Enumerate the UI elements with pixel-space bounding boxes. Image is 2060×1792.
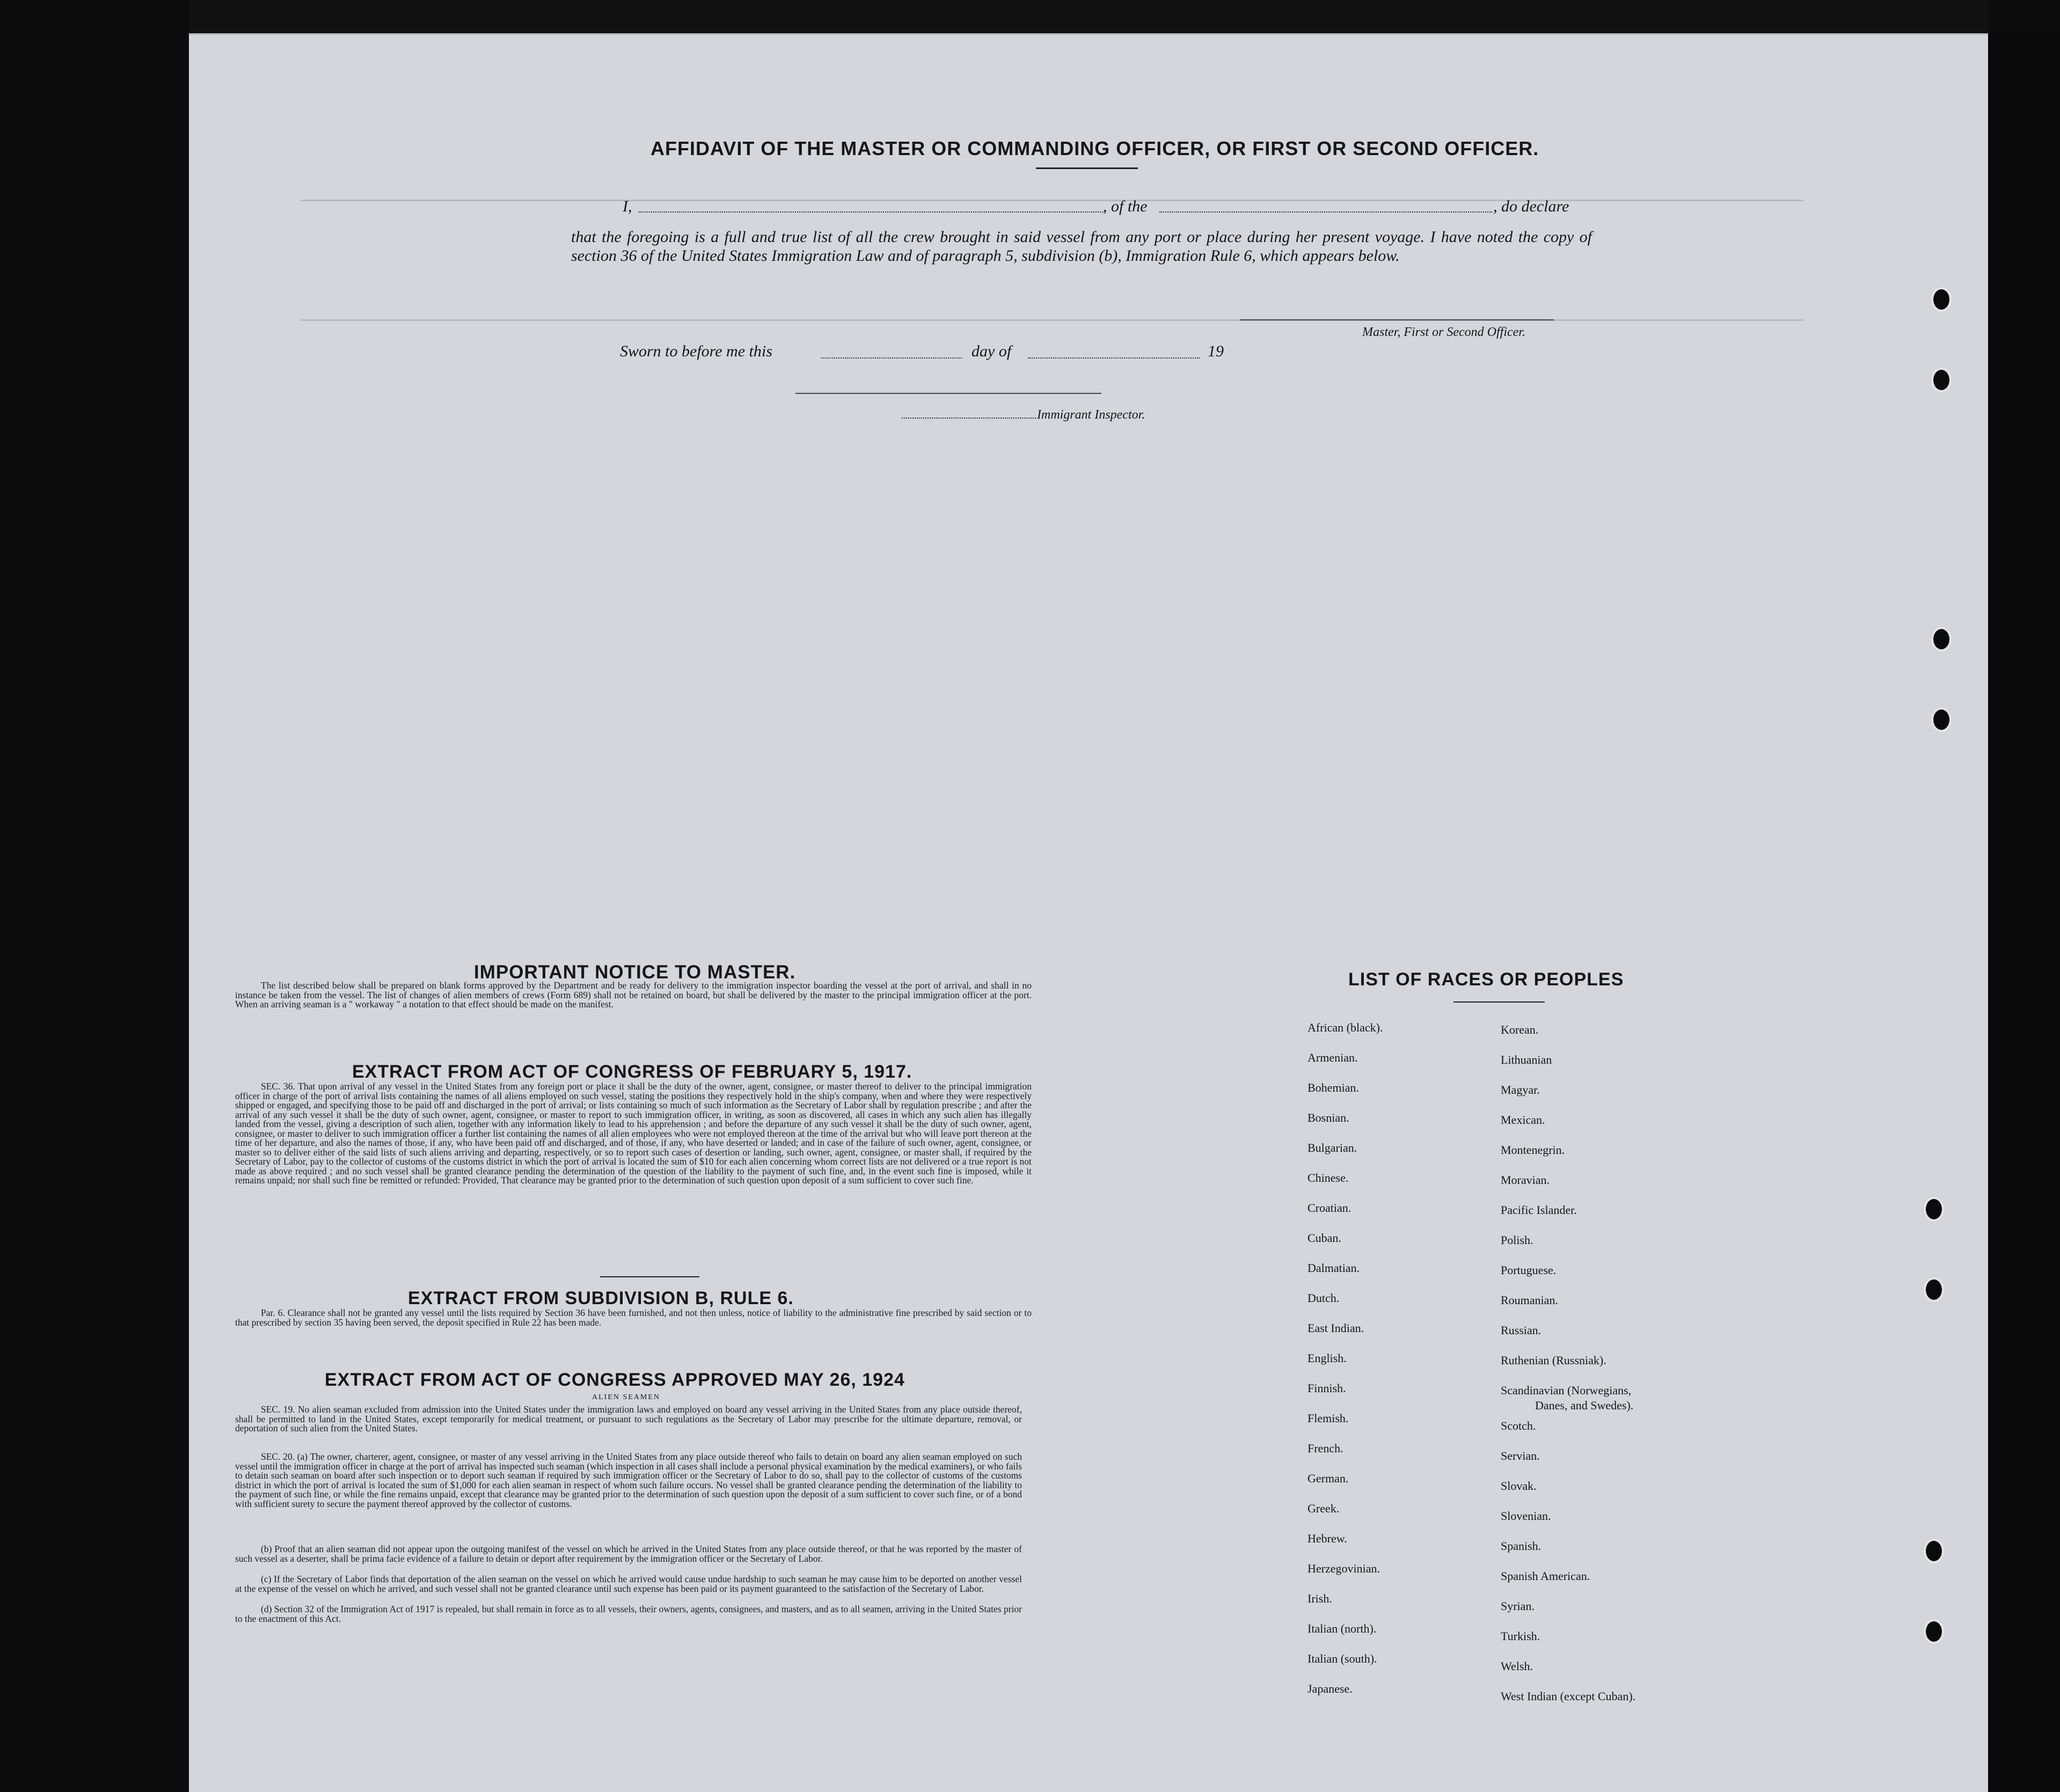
affidavit-title-rule xyxy=(1036,167,1138,169)
notice-title: IMPORTANT NOTICE TO MASTER. xyxy=(474,962,796,983)
race-entry: Roumanian. xyxy=(1501,1293,1558,1307)
race-entry: Russian. xyxy=(1501,1323,1542,1337)
affidavit-i: I, xyxy=(623,198,632,215)
race-entry: Mexican. xyxy=(1501,1113,1545,1127)
race-entry: Dalmatian. xyxy=(1307,1261,1360,1275)
race-entry: Japanese. xyxy=(1307,1682,1353,1695)
race-entry: Magyar. xyxy=(1501,1083,1540,1096)
affidavit-of-the: , of the xyxy=(1103,198,1148,215)
sworn-year: 19 xyxy=(1208,342,1224,360)
scan-right-margin xyxy=(1988,33,2060,1790)
race-entry: Italian (north). xyxy=(1307,1622,1377,1635)
vessel-blank[interactable] xyxy=(1159,211,1492,213)
race-entry: Welsh. xyxy=(1501,1659,1533,1673)
race-entry: Armenian. xyxy=(1307,1051,1358,1064)
inspector-label: Immigrant Inspector. xyxy=(1037,408,1145,422)
race-entry: Bohemian. xyxy=(1307,1081,1359,1094)
race-entry: African (black). xyxy=(1307,1021,1383,1034)
race-entry: Spanish. xyxy=(1501,1539,1542,1553)
race-entry: Hebrew. xyxy=(1307,1532,1347,1545)
race-entry: Scotch. xyxy=(1501,1419,1536,1432)
affidavit-paragraph: that the foregoing is a full and true list of all the crew brought in said vessel from any port or place during her present voyage. I have noted the copy of section 36 of the United States Immigration Law and of paragraph 5, subdivision (b), Immigration Rule 6, which appears below. xyxy=(571,228,1592,265)
race-entry: Bosnian. xyxy=(1307,1111,1349,1124)
punch-hole xyxy=(1924,1197,1944,1222)
race-entry: German. xyxy=(1307,1472,1349,1485)
races-title: LIST OF RACES OR PEOPLES xyxy=(1348,969,1624,990)
subdivision-b-text: Par. 6. Clearance shall not be granted any vessel until the lists required by Section 36 have been furnished, and not then unless, notice of liability to the administrative fine prescribed by said section or to that prescribed by section 35 having been served, the deposit specified in Rule 22 has been made. xyxy=(235,1307,1032,1328)
race-entry: Herzegovinian. xyxy=(1307,1562,1380,1575)
punch-hole xyxy=(1931,287,1952,312)
sworn-day-of: day of xyxy=(971,342,1012,360)
affidavit-do-declare: , do declare xyxy=(1493,198,1569,215)
races-title-rule xyxy=(1453,1001,1545,1003)
race-entry: Dutch. xyxy=(1307,1291,1340,1305)
extract-1924-sec20b: (b) Proof that an alien seaman did not appear upon the outgoing manifest of the vessel on which he arrived in the United States from any place outside thereof, or that he was reported by the master of such vessel as a deserter, shall be prima facie evidence of a failure to detain or deport after requirement by the immigration officer or the Secretary of Labor. xyxy=(235,1544,1022,1564)
race-entry: Slovenian. xyxy=(1501,1509,1551,1523)
sworn-day-blank[interactable] xyxy=(821,357,962,359)
race-entry: Moravian. xyxy=(1501,1173,1550,1187)
scan-top-margin xyxy=(189,0,1988,33)
punch-hole xyxy=(1931,707,1952,732)
sworn-prefix: Sworn to before me this xyxy=(620,342,772,360)
race-entry: West Indian (except Cuban). xyxy=(1501,1689,1636,1703)
race-entry: Chinese. xyxy=(1307,1171,1349,1184)
extract-1924-sec19: SEC. 19. No alien seaman excluded from admission into the United States under the immigration laws and employed on board any vessel arriving in the United States from any place outside thereof, shall be permitted to land in the United States, except temporarily for medical treatment, or pursuant to such regulations as the Secretary of Labor may prescribe for the ultimate departure, removal, or deportation of such alien from the United States. xyxy=(235,1404,1022,1433)
race-entry: Danes, and Swedes). xyxy=(1535,1399,1634,1412)
sworn-month-blank[interactable] xyxy=(1028,357,1200,359)
name-blank[interactable] xyxy=(639,211,1103,213)
race-entry: Montenegrin. xyxy=(1501,1143,1565,1157)
extract-1924-title: EXTRACT FROM ACT OF CONGRESS APPROVED MAY 26, 1924 xyxy=(325,1370,905,1390)
subdivision-b-title: EXTRACT FROM SUBDIVISION B, RULE 6. xyxy=(408,1288,794,1308)
race-entry: French. xyxy=(1307,1442,1343,1455)
race-entry: Ruthenian (Russniak). xyxy=(1501,1354,1606,1367)
master-label: Master, First or Second Officer. xyxy=(1362,325,1525,339)
race-entry: Spanish American. xyxy=(1501,1569,1590,1583)
race-entry: Flemish. xyxy=(1307,1411,1349,1425)
race-entry: Portuguese. xyxy=(1501,1263,1557,1277)
race-entry: Slovak. xyxy=(1501,1479,1537,1493)
extract-1924-sec20a: SEC. 20. (a) The owner, charterer, agent, consignee, or master of any vessel arriving in the United States from any place outside thereof who fails to detain on board any alien seaman employed on such vessel until the immigration officer in charge at the port of arrival has inspected such seaman (which inspection in all cases shall include a personal physical examination by the medical examiners), or who fails to detain such seaman on board after such inspection or to deport such seaman if required by such immigration officer or the Secretary of Labor to do so, shall pay to the collector of customs of the customs district in which the port of arrival is located the sum of $1,000 for each alien seaman in respect of whom such failure occurs. No vessel shall be granted clearance pending the determination of the liability to the payment of such fine, or while the fine remains unpaid, except that clearance may be granted prior to the determination of such question upon the deposit of a sum sufficient to cover such fine, or of a bond with sufficient surety to secure the payment thereof approved by the collector of customs. xyxy=(235,1451,1022,1509)
race-entry: Greek. xyxy=(1307,1502,1340,1515)
punch-hole xyxy=(1931,627,1952,652)
notice-text: The list described below shall be prepared on blank forms approved by the Department and be ready for delivery to the immigration inspector boarding the vessel at the port of arrival, and shall in no instance be taken from the vessel. The list of changes of alien members of crews (Form 689) shall not be retained on board, but shall be delivered by the master to the principal immigration officer at the port. When an arriving seaman is a " workaway " a notation to that effect should be made on the manifest. xyxy=(235,980,1032,1010)
punch-hole xyxy=(1924,1539,1944,1563)
race-entry: Lithuanian xyxy=(1501,1053,1552,1066)
inspector-signature-line[interactable] xyxy=(795,393,1101,394)
extract-1917-title: EXTRACT FROM ACT OF CONGRESS OF FEBRUARY 5, 1917. xyxy=(352,1062,912,1082)
race-entry: Italian (south). xyxy=(1307,1652,1377,1665)
master-signature-line[interactable] xyxy=(1240,319,1554,320)
race-entry: Pacific Islander. xyxy=(1501,1203,1577,1217)
race-entry: Servian. xyxy=(1501,1449,1540,1462)
extract-1924-sec20c: (c) If the Secretary of Labor finds that deportation of the alien seaman on the vessel on which he arrived would cause undue hardship to such seaman he may cause him to be deported on another vessel at the expense of the vessel on which he arrived, and such vessel shall not be granted clearance until such expense has been paid or its payment guaranteed to the satisfaction of the Secretary of Labor. xyxy=(235,1574,1022,1594)
extract-1917-text: SEC. 36. That upon arrival of any vessel in the United States from any foreign port or place it shall be the duty of the owner, agent, consignee, or master thereof to deliver to the principal immigration officer in charge of the port of arrival lists containing the names of all aliens employed on such vessel, stating the positions they respectively hold in the ship's company, when and where they were respectively shipped or engaged, and specifying those to be paid off and discharged in the port of arrival; or lists containing so much of such information as the Secretary of Labor shall by regulation prescribe ; and after the arrival of any such vessel it shall be the duty of such owner, agent, consignee, or master to report to such immigration officer, in writing, as soon as discovered, all cases in which any such alien has illegally landed from the vessel, giving a description of such alien, together with any information likely to lead to his apprehension ; and before the departure of any such vessel it shall be the duty of such owner, agent, consignee, or master to deliver to such immigration officer a further list containing the names of all alien employees who were not employed thereon at the time of the arrival but who will leave port thereon at the time of her departure, and also the names of those, if any, who have been paid off and discharged, and of those, if any, who have deserted or landed; and in case of the failure of such owner, agent, consignee, or master so to deliver either of the said lists of such aliens arriving and departing, respectively, or so to report such cases of desertion or landing, such owner, agent, consignee, or master shall, if required by the Secretary of Labor, pay to the collector of customs of the customs district in which the port of arrival is located the sum of $10 for each alien concerning whom correct lists are not delivered or a true report is not made as above required ; and no such vessel shall be granted clearance pending the determination of the question of the liability to the payment of such fine, and, in the event such fine is imposed, while it remains unpaid; nor shall such fine be remitted or refunded: Provided, That clearance may be granted prior to the determination of such question upon deposit of a sum sufficient to cover such fine. xyxy=(235,1081,1032,1186)
race-entry: English. xyxy=(1307,1351,1347,1365)
race-entry: Syrian. xyxy=(1501,1599,1535,1613)
race-entry: Croatian. xyxy=(1307,1201,1352,1215)
race-entry: Turkish. xyxy=(1501,1629,1540,1643)
race-entry: Scandinavian (Norwegians, xyxy=(1501,1384,1632,1397)
punch-hole xyxy=(1924,1277,1944,1302)
affidavit-title: AFFIDAVIT OF THE MASTER OR COMMANDING OFFICER, OR FIRST OR SECOND OFFICER. xyxy=(651,137,1539,159)
race-entry: Finnish. xyxy=(1307,1381,1346,1395)
inspector-name-blank[interactable] xyxy=(902,418,1036,419)
race-entry: Korean. xyxy=(1501,1023,1539,1036)
race-entry: Cuban. xyxy=(1307,1231,1341,1245)
race-entry: Irish. xyxy=(1307,1592,1332,1605)
race-entry: East Indian. xyxy=(1307,1321,1364,1335)
race-entry: Polish. xyxy=(1501,1233,1533,1247)
extract-1924-sec20d: (d) Section 32 of the Immigration Act of 1917 is repealed, but shall remain in force as to all vessels, their owners, agents, consignees, and masters, and as to all seamen, arriving in the United States prior to the enactment of this Act. xyxy=(235,1604,1022,1624)
alien-seamen-subtitle: ALIEN SEAMEN xyxy=(592,1393,661,1401)
punch-hole xyxy=(1931,368,1952,392)
punch-hole xyxy=(1924,1619,1944,1644)
race-entry: Bulgarian. xyxy=(1307,1141,1357,1154)
section-divider xyxy=(600,1276,699,1277)
